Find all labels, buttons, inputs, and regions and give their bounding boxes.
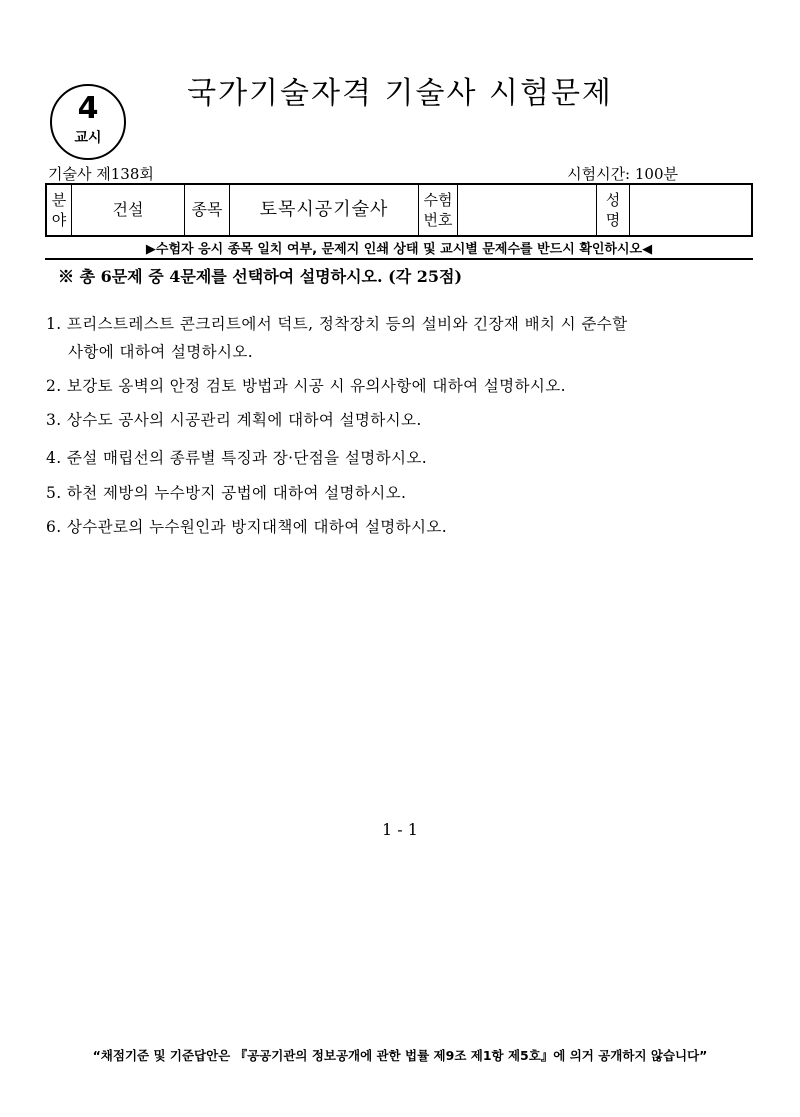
exam-number-label-cell: 수험 번호 <box>419 184 458 236</box>
disclosure-note: “채점기준 및 기준답안은 『공공기관의 정보공개에 관한 법률 제9조 제1항 제5호』에 의거 공개하지 않습니다” <box>92 1048 708 1063</box>
field-value: 건설 <box>72 184 185 236</box>
question-2: 2. 보강토 옹벽의 안정 검토 방법과 시공 시 유의사항에 대하여 설명하시오. <box>46 377 567 395</box>
exam-info-table <box>45 183 753 237</box>
exam-number-field[interactable] <box>458 184 597 236</box>
name-label-cell: 성 명 <box>597 184 630 236</box>
exam-round: 기술사 제138회 <box>48 165 154 183</box>
question-3: 3. 상수도 공사의 시공관리 계획에 대하여 설명하시오. <box>46 411 422 429</box>
page-number: 1 - 1 <box>382 820 418 839</box>
category-label: 종목 <box>185 184 230 236</box>
question-6: 6. 상수관로의 누수원인과 방지대책에 대하여 설명하시오. <box>46 518 448 536</box>
exam-time: 시험시간: 100분 <box>567 165 678 183</box>
question-5: 5. 하천 제방의 누수방지 공법에 대하여 설명하시오. <box>46 484 407 502</box>
session-label: 교시 <box>74 130 102 146</box>
category-value: 토목시공기술사 <box>230 184 419 236</box>
instruction: ※ 총 6문제 중 4문제를 선택하여 설명하시오. (각 25점) <box>58 267 463 286</box>
divider <box>45 258 753 260</box>
question-4: 4. 준설 매립선의 종류별 특징과 장·단점을 설명하시오. <box>46 449 428 467</box>
session-badge <box>50 84 126 160</box>
question-1: 1. 프리스트레스트 콘크리트에서 덕트, 정착장치 등의 설비와 긴장재 배치 시 준수할 사항에 대하여 설명하시오. <box>46 315 628 361</box>
check-notice: ▶수험자 응시 종목 일치 여부, 문제지 인쇄 상태 및 교시별 문제수를 반드시 확인하시오◀ <box>145 242 653 257</box>
session-number: 4 <box>77 91 99 126</box>
page-title: 국가기술자격 기술사 시험문제 <box>187 76 613 111</box>
name-field[interactable] <box>630 184 753 236</box>
field-label-cell: 분 야 <box>46 184 72 236</box>
